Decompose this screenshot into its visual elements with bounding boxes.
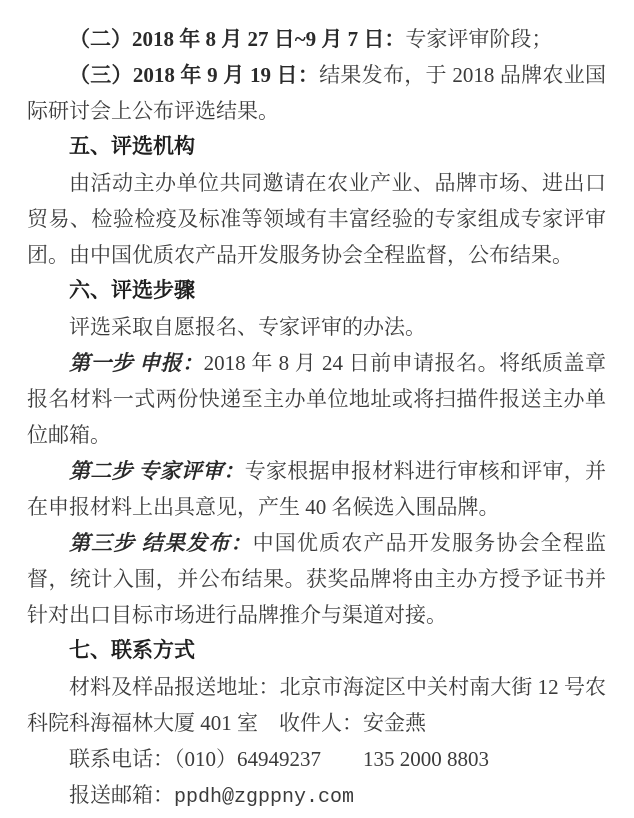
contact-phone-line: 联系电话：（010）64949237 135 2000 8803 [69,747,489,771]
step-3-label: 第三步 结果发布： [69,531,253,555]
step-2-label: 第二步 专家评审： [69,459,245,483]
section-5-heading: 五、评选机构 [69,135,195,158]
step-3-text: 中国优质农产品开发服务协会全程监督，统计入围，并公布结果。获奖品牌将由主办方授予证书并针对出口目标市场进行品牌推介与渠道对接。 [27,531,606,627]
schedule-item-2 [27,21,606,57]
step-1-paragraph [27,345,606,453]
section-6-heading: 六、评选步骤 [69,279,195,302]
step-2-text: 专家根据申报材料进行审核和评审，并在申报材料上出具意见，产生 40 名候选入围品牌。 [27,459,607,519]
step-1-label: 第一步 申报： [69,351,204,375]
section-7-heading: 七、联系方式 [69,639,195,662]
contact-email-line [27,777,606,816]
step-1-text: 2018 年 8 月 24 日前申请报名。将纸质盖章报名材料一式两份快递至主办单位地址或将扫描件报送主办单位邮箱。 [27,351,607,447]
contact-email-label: 报送邮箱： [69,783,174,807]
step-3-paragraph [27,525,606,633]
schedule-item-3-text: 结果发布，于 2018 品牌农业国际研讨会上公布评选结果。 [27,63,606,123]
schedule-item-3 [27,57,606,129]
schedule-item-2-text: 专家评审阶段； [405,27,553,51]
step-2-paragraph [27,453,606,525]
schedule-item-3-dates: （三）2018 年 9 月 19 日： [69,63,320,87]
section-6-intro: 评选采取自愿报名、专家评审的办法。 [69,315,426,339]
schedule-item-2-dates: （二）2018 年 8 月 27 日~9 月 7 日： [69,27,406,51]
contact-address-line: 材料及样品报送地址：北京市海淀区中关村南大街 12 号农科院科海福林大厦 401 室 收件人：安金燕 [27,675,606,735]
contact-email-address: ppdh@zgppny.com [174,786,355,809]
section-5-body: 由活动主办单位共同邀请在农业产业、品牌市场、进出口贸易、检验检疫及标准等领域有丰富经验的专家组成专家评审团。由中国优质农产品开发服务协会全程监督，公布结果。 [27,171,606,267]
